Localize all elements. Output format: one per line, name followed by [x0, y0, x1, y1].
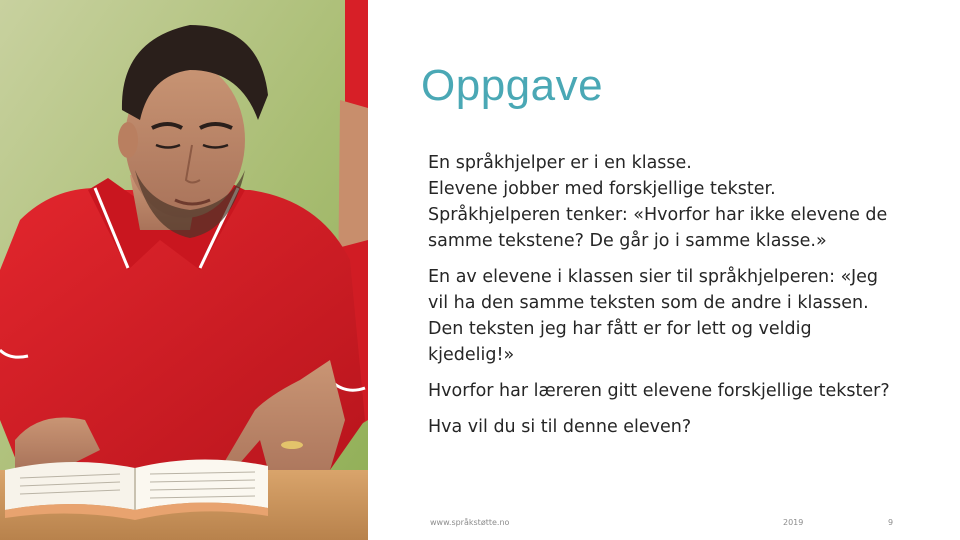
body-line: kjedelig!» [428, 345, 515, 365]
photo-man-reading-book [0, 0, 368, 540]
footer-page-number: 9 [888, 518, 894, 527]
body-line: En av elevene i klassen sier til språkhjelperen: «Jeg [428, 267, 879, 287]
paragraph-scenario [428, 150, 918, 254]
body-line: samme tekstene? De går jo i samme klasse.» [428, 231, 827, 251]
slide-body [428, 150, 918, 450]
body-line: Elevene jobber med forskjellige tekster. [428, 179, 776, 199]
slide-title: Oppgave [421, 61, 604, 110]
footer-year: 2019 [783, 518, 804, 527]
body-line: Den teksten jeg har fått er for lett og veldig [428, 319, 812, 339]
body-line: Hva vil du si til denne eleven? [428, 417, 692, 437]
body-line: Hvorfor har læreren gitt elevene forskjellige tekster? [428, 381, 890, 401]
paragraph-question-1 [428, 378, 918, 404]
body-line: Språkhjelperen tenker: «Hvorfor har ikke elevene de [428, 205, 888, 225]
body-line: vil ha den samme teksten som de andre i klassen. [428, 293, 869, 313]
body-line: En språkhjelper er i en klasse. [428, 153, 692, 173]
paragraph-question-2 [428, 414, 918, 440]
paragraph-student-quote [428, 264, 918, 368]
footer-website: www.språkstøtte.no [430, 518, 510, 527]
